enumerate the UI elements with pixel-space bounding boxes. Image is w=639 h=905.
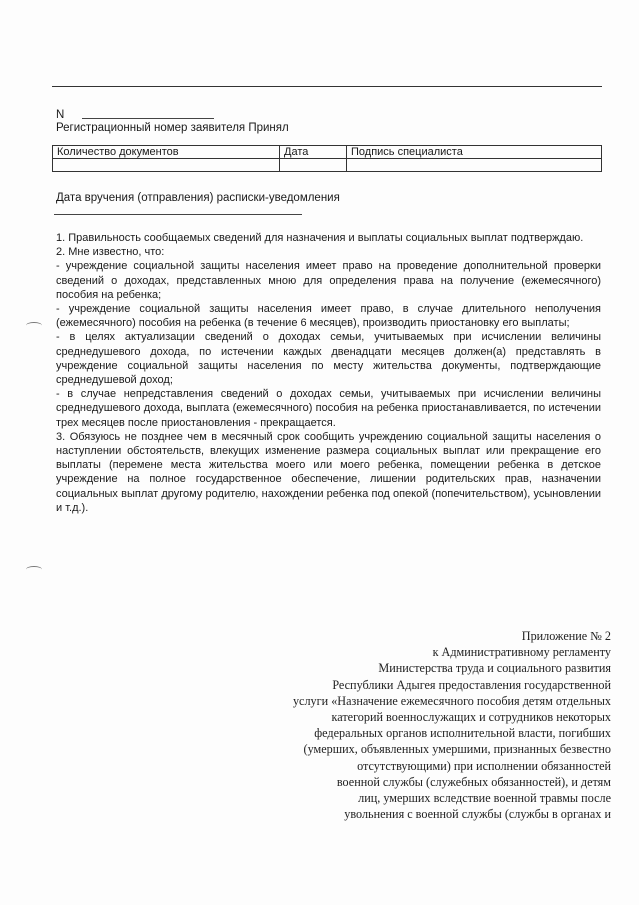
appendix-line: военной службы (служебных обязанностей), и детям bbox=[336, 774, 611, 789]
binding-hole-mark bbox=[26, 566, 42, 573]
appendix-line: (умерших, объявленных умершими, признанных безвестно bbox=[303, 742, 611, 757]
cell-date bbox=[280, 159, 347, 172]
col-date: Дата bbox=[280, 146, 347, 159]
appendix-line: отсутствующими) при исполнении обязанностей bbox=[357, 758, 611, 773]
number-label: N bbox=[56, 109, 65, 121]
appendix-line: федеральных органов исполнительной власти, погибших bbox=[314, 726, 611, 741]
paragraph-confirm: 1. Правильность сообщаемых сведений для назначения и выплаты социальных выплат подтверждаю. bbox=[56, 232, 584, 244]
col-specialist-signature: Подпись специалиста bbox=[347, 146, 602, 159]
col-documents-count: Количество документов bbox=[53, 146, 280, 159]
appendix-line: Приложение № 2 bbox=[521, 629, 611, 643]
appendix-line: к Административному регламенту bbox=[432, 645, 611, 660]
appendix-line: услуги «Назначение ежемесячного пособия детям отдельных bbox=[292, 693, 611, 708]
paragraph-aware: 2. Мне известно, что: bbox=[56, 246, 165, 259]
paragraph-termination: - в случае непредставления сведений о доходах семьи, учитываемых при исчислении величины среднедушевого дохода, выплата (ежемесячного) пособия на ребенка приостанавливается, по истечении трех месяцев после приостановления - прекращается. bbox=[56, 388, 601, 429]
delivery-date-line bbox=[54, 214, 302, 215]
registration-line: Регистрационный номер заявителя Принял bbox=[56, 122, 289, 134]
statement-body bbox=[56, 231, 601, 515]
cell-specialist-signature bbox=[347, 159, 602, 172]
delivery-date-label: Дата вручения (отправления) расписки-уведомления bbox=[56, 192, 340, 204]
appendix-line: категорий военнослужащих и сотрудников некоторых bbox=[331, 710, 611, 725]
documents-table bbox=[52, 145, 602, 172]
table-row bbox=[53, 159, 602, 172]
appendix-line: лиц, умерших вследствие военной травмы после bbox=[358, 791, 611, 806]
paragraph-suspension: - учреждение социальной защиты населения имеет право, в случае длительного неполучения (ежемесячного) пособия на ребенка (в течение 6 месяцев), производить приостановку его выплаты; bbox=[56, 303, 601, 330]
number-blank-line bbox=[82, 118, 214, 119]
cell-documents-count bbox=[53, 159, 280, 172]
paragraph-verification: - учреждение социальной защиты населения имеет право на проведение дополнительной проверки сведений о доходах, представленных мною для определения права на получение (ежемесячного) пособия на ребенка; bbox=[56, 260, 601, 301]
appendix-line: Министерства труда и социального развития bbox=[378, 661, 611, 676]
binding-hole-mark bbox=[26, 322, 42, 329]
appendix-line: Республики Адыгея предоставления государственной bbox=[332, 677, 611, 692]
top-divider bbox=[52, 86, 602, 87]
paragraph-obligation: 3. Обязуюсь не позднее чем в месячный срок сообщить учреждению социальной защиты населения о наступлении обстоятельств, влекущих изменение размера социальных выплат или прекращение его выплаты (перемене места жительства моего или моего ребенка, помещении ребенка в детское учреждение на полное государственное обеспечение, лишении родительских прав, назначении социальных выплат другому родителю, нахождении ребенка под опекой (попечительством), усыновлении и т.д.). bbox=[56, 430, 601, 514]
table-header-row bbox=[53, 146, 602, 159]
appendix-header bbox=[251, 628, 611, 822]
appendix-line: увольнения с военной службы (службы в органах и bbox=[344, 807, 611, 822]
paragraph-income-update: - в целях актуализации сведений о доходах семьи, учитываемых при исчислении величины среднедушевого дохода, по истечении каждых двенадцати месяцев должен(а) представлять в учреждение социальной защиты населения по месту жительства документы, подтверждающие среднедушевой доход; bbox=[56, 331, 601, 387]
